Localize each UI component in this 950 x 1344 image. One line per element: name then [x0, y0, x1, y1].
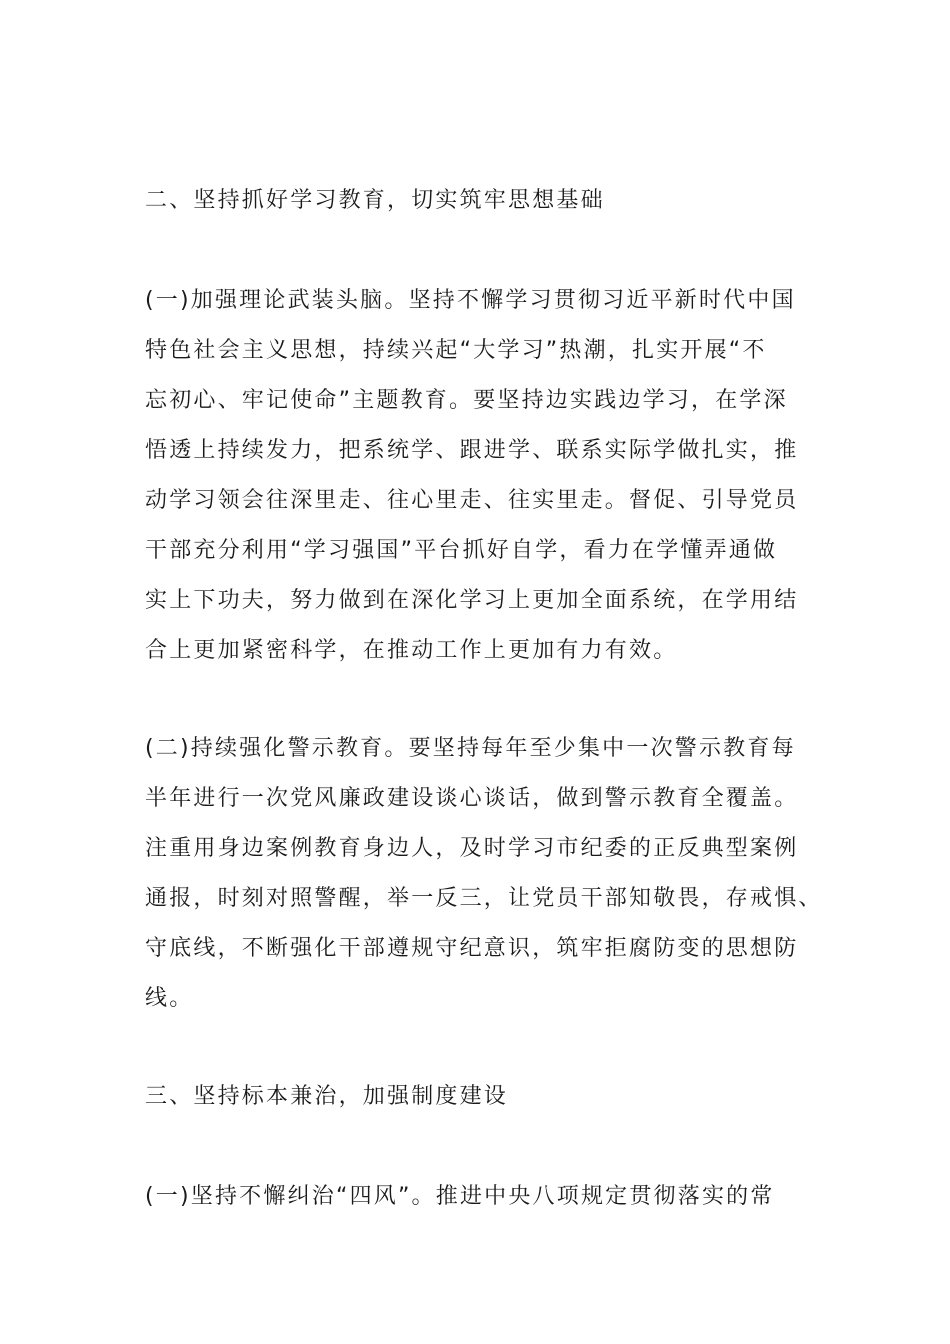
paragraph-line: (二)持续强化警示教育。要坚持每年至少集中一次警示教育每 — [145, 736, 796, 761]
paragraph-line: 守底线，不断强化干部遵规守纪意识，筑牢拒腐防变的思想防 — [145, 936, 799, 961]
paragraph-line: (一)加强理论武装头脑。坚持不懈学习贯彻习近平新时代中国 — [145, 288, 796, 313]
paragraph-line: 线。 — [145, 986, 194, 1011]
paragraph-line: 合上更加紧密科学，在推动工作上更加有力有效。 — [145, 638, 678, 663]
paragraph-line: 半年进行一次党风廉政建设谈心谈话，做到警示教育全覆盖。 — [145, 786, 799, 811]
paragraph-line: 干部充分利用“学习强国”平台抓好自学，看力在学懂弄通做 — [145, 538, 778, 563]
paragraph-line: 悟透上持续发力，把系统学、跟进学、联系实际学做扎实，推 — [145, 438, 799, 463]
section-heading-3: 三、坚持标本兼治，加强制度建设 — [145, 1084, 509, 1109]
paragraph-line: 忘初心、牢记使命”主题教育。要坚持边实践边学习，在学深 — [145, 388, 788, 413]
paragraph-line: 注重用身边案例教育身边人，及时学习市纪委的正反典型案例 — [145, 836, 799, 861]
paragraph-line: 动学习领会往深里走、往心里走、往实里走。督促、引导党员 — [145, 488, 799, 513]
section-heading-2: 二、坚持抓好学习教育，切实筑牢思想基础 — [145, 188, 605, 213]
paragraph-line: 特色社会主义思想，持续兴起“大学习”热潮，扎实开展“不 — [145, 338, 767, 363]
paragraph-line: 通报，时刻对照警醒，举一反三，让党员干部知敬畏，存戒惧、 — [145, 886, 823, 911]
paragraph-line: 实上下功夫，努力做到在深化学习上更加全面系统，在学用结 — [145, 588, 799, 613]
paragraph-line: (一)坚持不懈纠治“四风”。推进中央八项规定贯彻落实的常 — [145, 1184, 775, 1209]
